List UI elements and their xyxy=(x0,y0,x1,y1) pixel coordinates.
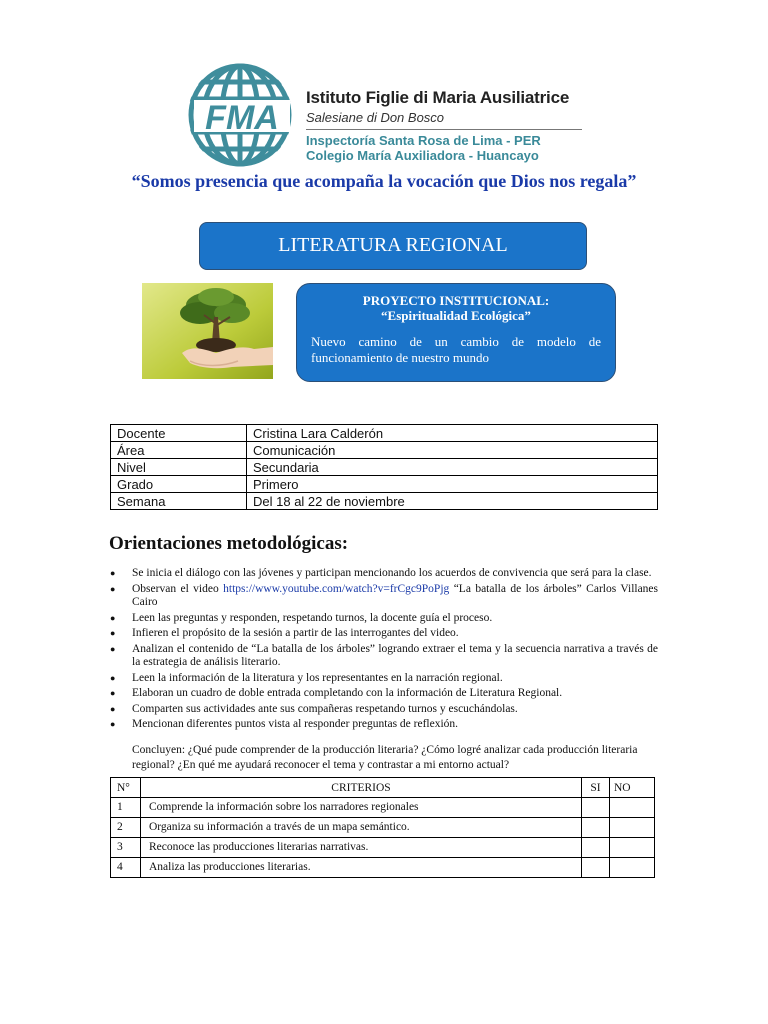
project-heading: PROYECTO INSTITUCIONAL: xyxy=(362,293,550,308)
step-text: Observan el video xyxy=(132,582,219,595)
logo-mark: FMA xyxy=(205,99,279,137)
project-box xyxy=(296,283,616,382)
list-item xyxy=(110,643,658,670)
criteria-number: 1 xyxy=(111,798,141,818)
no-cell[interactable] xyxy=(610,838,655,858)
no-cell[interactable] xyxy=(610,818,655,838)
table-row xyxy=(111,442,658,459)
hands-tree-photo xyxy=(142,283,273,379)
project-name: “Espiritualidad Ecológica” xyxy=(381,308,531,323)
section-title: Orientaciones metodológicas: xyxy=(109,533,349,554)
school-name: Colegio María Auxiliadora - Huancayo xyxy=(306,148,539,163)
step-text: “La batalla de los árboles” Carlos Villanes Cairo xyxy=(132,582,659,608)
info-value: Comunicación xyxy=(247,442,658,459)
bullet-icon: ● xyxy=(110,703,116,714)
table-row xyxy=(111,858,655,878)
step-text: Comparten sus actividades ante sus compañeras respetando turnos y escuchándolas. xyxy=(132,702,518,715)
table-header-row xyxy=(111,778,655,798)
list-item xyxy=(110,703,658,717)
si-cell[interactable] xyxy=(582,858,610,878)
conclusion-text: Concluyen: ¿Qué pude comprender de la producción literaria? ¿Cómo logré analizar cada producción literaria regional? ¿En qué me ayudará reconocer el tema y contrastar a mi entorno actual? xyxy=(132,744,638,771)
criteria-text: Analiza las producciones literarias. xyxy=(141,858,582,878)
si-cell[interactable] xyxy=(582,818,610,838)
criteria-number: 3 xyxy=(111,838,141,858)
logo-divider xyxy=(306,129,582,130)
step-text: Analizan el contenido de “La batalla de los árboles” logrando extraer el tema y la secuencia narrativa a través de la estrategia de análisis literario. xyxy=(132,642,658,668)
table-row xyxy=(111,476,658,493)
step-text: Mencionan diferentes puntos vista al responder preguntas de reflexión. xyxy=(132,718,459,730)
step-text: Elaboran un cuadro de doble entrada completando con la información de Literatura Regional. xyxy=(132,687,563,699)
criteria-text: Reconoce las producciones literarias narrativas. xyxy=(141,838,582,858)
info-key: Área xyxy=(111,442,247,459)
info-value: Primero xyxy=(247,476,658,493)
step-text: Leen las preguntas y responden, respetando turnos, la docente guía el proceso. xyxy=(132,611,493,624)
list-item xyxy=(110,567,658,581)
table-row xyxy=(111,493,658,510)
bullet-icon: ● xyxy=(110,583,116,594)
si-cell[interactable] xyxy=(582,798,610,818)
no-cell[interactable] xyxy=(610,858,655,878)
inspectorate-name: Inspectoría Santa Rosa de Lima - PER xyxy=(306,133,541,148)
project-description: Nuevo camino de un cambio de modelo de funcionamiento de nuestro mundo xyxy=(311,334,601,365)
table-row xyxy=(111,838,655,858)
list-item xyxy=(110,718,658,732)
list-item xyxy=(110,627,658,641)
fma-globe-icon xyxy=(184,62,302,168)
criteria-number: 2 xyxy=(111,818,141,838)
criteria-text: Organiza su información a través de un mapa semántico. xyxy=(141,818,582,838)
col-header-no: NO xyxy=(610,778,655,798)
info-key: Grado xyxy=(111,476,247,493)
institute-subtitle: Salesiane di Don Bosco xyxy=(306,110,445,125)
motto: “Somos presencia que acompaña la vocación que Dios nos regala” xyxy=(131,171,637,191)
info-value: Cristina Lara Calderón xyxy=(247,425,658,442)
info-value: Del 18 al 22 de noviembre xyxy=(247,493,658,510)
table-row xyxy=(111,798,655,818)
criteria-table xyxy=(110,777,655,878)
table-row xyxy=(111,459,658,476)
institution-logo xyxy=(184,62,584,168)
list-item xyxy=(110,687,658,701)
bullet-icon: ● xyxy=(110,719,116,729)
list-item xyxy=(110,583,658,610)
bullet-icon: ● xyxy=(110,612,116,623)
step-text: Leen la información de la literatura y los representantes en la narración regional. xyxy=(132,671,503,684)
step-text: Se inicia el diálogo con las jóvenes y participan mencionando los acuerdos de convivencia que será para la clase. xyxy=(132,567,652,579)
list-item xyxy=(110,612,658,626)
page-title: LITERATURA REGIONAL xyxy=(199,222,587,270)
info-key: Docente xyxy=(111,425,247,442)
tree-in-hands-icon xyxy=(142,283,273,379)
bullet-icon: ● xyxy=(110,628,116,638)
list-item xyxy=(110,672,658,686)
institute-name: Istituto Figlie di Maria Ausiliatrice xyxy=(306,88,570,107)
no-cell[interactable] xyxy=(610,798,655,818)
criteria-text: Comprende la información sobre los narradores regionales xyxy=(141,798,582,818)
bullet-icon: ● xyxy=(110,643,116,654)
si-cell[interactable] xyxy=(582,838,610,858)
table-row xyxy=(111,425,658,442)
col-header-si: SI xyxy=(582,778,610,798)
methodology-list xyxy=(110,567,658,734)
bullet-icon: ● xyxy=(110,672,116,683)
info-key: Nivel xyxy=(111,459,247,476)
col-header-criteria: CRITERIOS xyxy=(141,778,582,798)
video-link[interactable]: https://www.youtube.com/watch?v=frCgc9PoPjg xyxy=(223,582,450,595)
criteria-number: 4 xyxy=(111,858,141,878)
step-text: Infieren el propósito de la sesión a partir de las interrogantes del video. xyxy=(132,627,459,639)
info-value: Secundaria xyxy=(247,459,658,476)
info-key: Semana xyxy=(111,493,247,510)
bullet-icon: ● xyxy=(110,688,116,698)
info-table xyxy=(110,424,658,510)
col-header-number: N° xyxy=(111,778,141,798)
bullet-icon: ● xyxy=(110,568,116,578)
table-row xyxy=(111,818,655,838)
